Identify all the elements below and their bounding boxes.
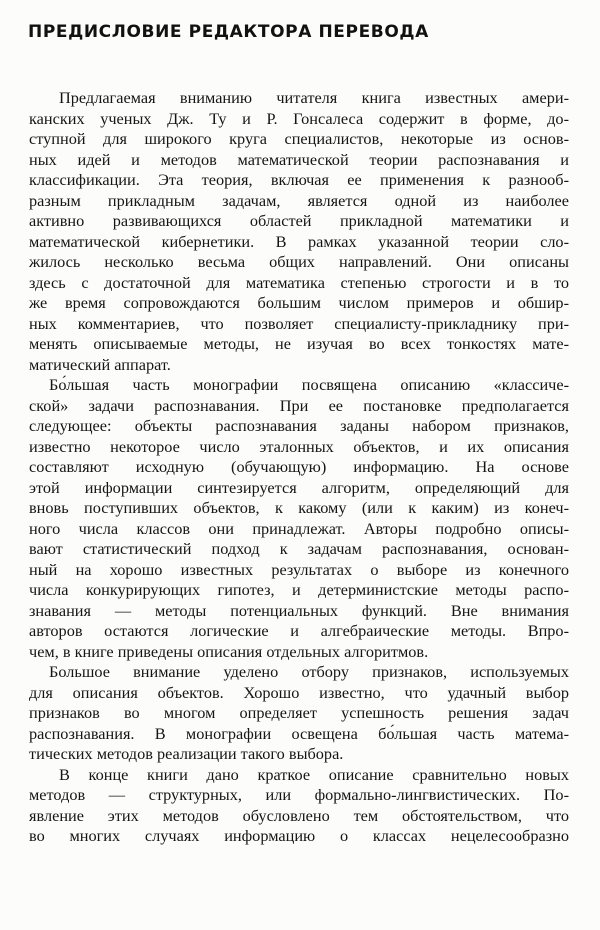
paragraph-1 xyxy=(29,88,569,375)
text-line: здесь с достаточной для математика степенью строгости и в то xyxy=(29,272,569,292)
paragraph-3 xyxy=(29,662,569,765)
paragraph-2 xyxy=(29,375,569,662)
text-line: знавания — методы потенциальных функций. Вне внимания xyxy=(29,600,569,620)
text-line: ных идей и методов математической теории распознавания и xyxy=(29,149,569,169)
text-line: составляют исходную (обучающую) информацию. На основе xyxy=(29,457,569,476)
text-line: вновь поступивших объектов, к какому (или к каким) из конеч- xyxy=(29,498,569,517)
text-line: ного числа классов они принадлежат. Авторы подробно описы- xyxy=(29,518,569,538)
text-line: во многих случаях информацию о классах нецелесообразно xyxy=(29,826,569,845)
text-line: Большое внимание уделено отбору признаков, используемых xyxy=(49,662,569,681)
text-line: менять описываемые методы, не изучая во всех тонкостях мате- xyxy=(29,334,569,353)
text-line: распознавания. В монографии освещена бо́льшая часть матема- xyxy=(29,723,569,743)
text-line: следующее: объекты распознавания заданы набором признаков, xyxy=(29,416,569,435)
text-line: этой информации синтезируется алгоритм, определяющий для xyxy=(29,477,569,497)
text-line: числа конкурирующих гипотез, и детерминистские методы распо- xyxy=(29,580,569,599)
text-line: ской» задачи распознавания. При ее постановке предполагается xyxy=(29,395,569,415)
text-line: явление этих методов обусловлено тем обстоятельством, что xyxy=(29,805,569,825)
text-line: разным прикладным задачам, является одной из наиболее xyxy=(29,190,569,210)
text-line: Предлагаемая вниманию читателя книга известных амери- xyxy=(59,88,569,107)
text-line: Бо́льшая часть монографии посвящена описанию «классиче- xyxy=(49,375,569,394)
text-line: чем, в книге приведены описания отдельных алгоритмов. xyxy=(29,641,429,661)
text-line: методов — структурных, или формально-лингвистических. По- xyxy=(29,785,569,804)
text-line: канских ученых Дж. Ту и Р. Гонсалеса содержит в форме, до- xyxy=(29,108,569,128)
text-line: жилось несколько весьма общих направлений. Они описаны xyxy=(29,252,569,271)
text-line: авторов остаются логические и алгебраические методы. Впро- xyxy=(29,621,569,640)
text-line: известно некоторое число эталонных объектов, и их описания xyxy=(29,436,569,456)
text-line: вают статистический подход к задачам распознавания, основан- xyxy=(29,539,569,558)
text-line: математической кибернетики. В рамках указанной теории сло- xyxy=(29,231,569,251)
text-line: признаков во многом определяет успешность решения задач xyxy=(29,703,569,722)
text-line: матический аппарат. xyxy=(29,354,171,374)
text-line: ный на хорошо известных результатах о выборе из конечного xyxy=(29,559,569,579)
page-title: ПРЕДИСЛОВИЕ РЕДАКТОРА ПЕРЕВОДА xyxy=(28,22,429,42)
body-text xyxy=(29,88,569,847)
text-line: ных комментариев, что позволяет специалисту-прикладнику при- xyxy=(29,313,569,333)
text-line: же время сопровождаются большим числом примеров и обшир- xyxy=(29,293,569,312)
text-line: В конце книги дано краткое описание сравнительно новых xyxy=(59,764,569,784)
text-line: ступной для широкого круга специалистов, некоторые из основ- xyxy=(29,129,569,148)
paragraph-4 xyxy=(29,765,569,847)
text-line: для описания объектов. Хорошо известно, что удачный выбор xyxy=(29,682,569,702)
text-line: активно развивающихся областей прикладной математики и xyxy=(29,211,569,230)
text-line: классификации. Эта теория, включая ее применения к разнооб- xyxy=(29,170,569,189)
text-line: тических методов реализации такого выбора. xyxy=(29,744,344,763)
